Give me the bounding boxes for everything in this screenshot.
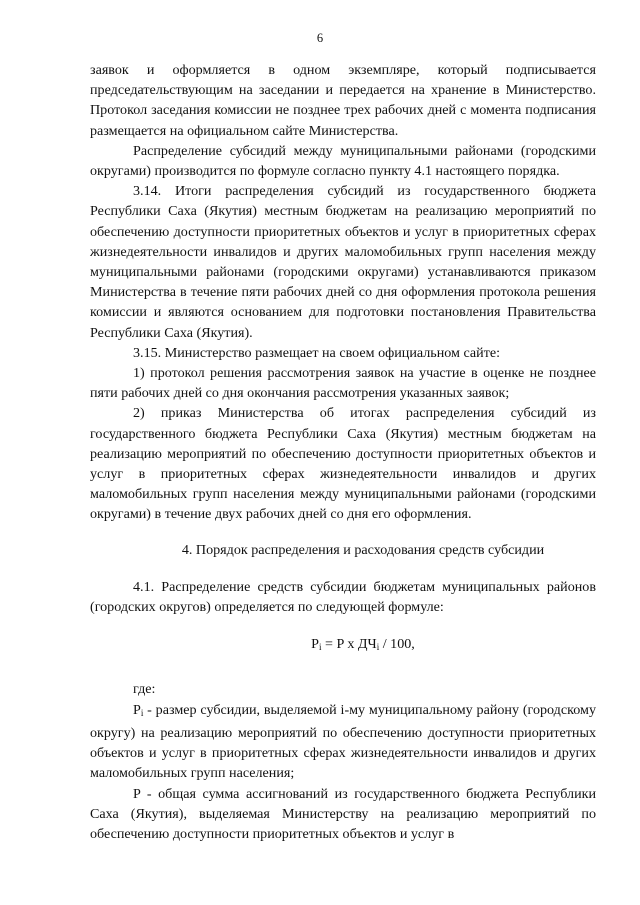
section-heading-4: 4. Порядок распределения и расходования средств субсидии [181,541,545,558]
definition-pi-subscript: i [140,707,144,718]
paragraph-4-1: 4.1. Распределение средств субсидии бюджетам муниципальных районов (городских округов) определяется по следующей формуле: [90,578,596,616]
paragraph-protocol-continuation: заявок и оформляется в одном экземпляре, который подписывается председательствующим на заседании и передается на хранение в Министерство. Протокол заседания комиссии не позднее трех рабочих дней с момента подписания размещается на официальном сайте Министерства. [90,62,596,139]
formula [90,634,596,657]
paragraph-3-15: 3.15. Министерство размещает на своем официальном сайте: [133,344,501,361]
formula-subscript-i-2: i [376,642,380,653]
document-body [90,60,596,844]
definition-p: P - общая сумма ассигнований из государственного бюджета Республики Саха (Якутия), выделяемая Министерству на реализацию мероприятий по обеспечению доступности приоритетных объектов и услуг в [90,785,596,842]
formula-symbol-p: P [311,636,319,653]
definition-pi [90,700,596,784]
list-item-2: 2) приказ Министерства об итогах распределения субсидий из государственного бюджета Республики Саха (Якутия) местным бюджетам на реализацию мероприятий по обеспечению доступности приоритетных объектов и услуг в приоритетных сферах жизнедеятельности инвалидов и других маломобильных групп населения между муниципальными районами (городскими округами) в течение двух рабочих дней со дня его оформления. [90,405,596,523]
page-number: 6 [316,31,324,45]
formula-tail: / 100, [379,636,415,653]
formula-middle: = P x ДЧ [321,636,377,653]
where-label: где: [133,681,156,698]
definition-pi-symbol: P [133,701,141,718]
list-item-1: 1) протокол решения рассмотрения заявок на участие в оценке не позднее пяти рабочих дней со дня окончания рассмотрения указанных заявок; [90,365,596,402]
definition-pi-text: - размер субсидии, выделяемой i-му муниципальному району (городскому округу) на реализацию мероприятий по обеспечению доступности приоритетных объектов и услуг в приоритетных сферах жизнедеятельности инвалидов и других маломобильных групп населения; [90,701,596,782]
paragraph-3-14: 3.14. Итоги распределения субсидий из государственного бюджета Республики Саха (Якутия) местным бюджетам на реализацию мероприятий по обеспечению доступности приоритетных объектов и услуг в приоритетных сферах жизнедеятельности инвалидов и других маломобильных групп населения между муниципальными районами (городскими округами) устанавливаются приказом Министерства в течение пяти рабочих дней со дня оформления протокола решения комиссии и являются основанием для подготовки постановления Правительства Республики Саха (Якутия). [90,183,596,341]
paragraph-distribution-formula-ref: Распределение субсидий между муниципальными районами (городскими округами) производится по формуле согласно пункту 4.1 настоящего порядка. [90,142,596,180]
formula-subscript-i: i [318,642,322,653]
